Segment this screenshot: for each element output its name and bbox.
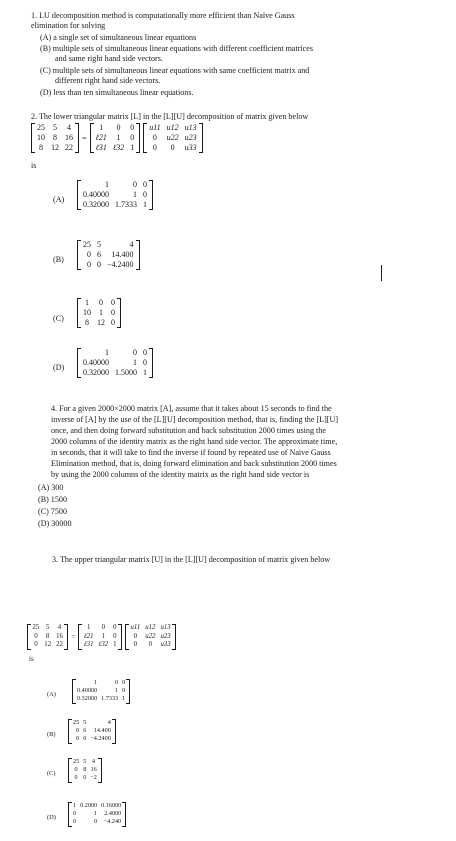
- matrix-cell: 4: [129, 240, 134, 249]
- q3-matrix-u: [125, 624, 176, 650]
- q1-option-d: (D) less than ten simultaneous linear equations.: [40, 88, 194, 97]
- q2-option-b-matrix: [77, 240, 140, 270]
- q3-stem: 3. The upper triangular matrix [U] in the [L][U] decomposition of matrix given below: [52, 555, 331, 564]
- matrix-cell: 1: [85, 298, 89, 307]
- matrix-cell: 0: [143, 190, 147, 199]
- matrix-cell: 25: [73, 758, 80, 765]
- matrix-cell: 6: [83, 727, 87, 735]
- q2-stem: 2. The lower triangular matrix [L] in the [L][U] decomposition of matrix given below: [31, 112, 309, 121]
- matrix-cell: 0: [34, 632, 38, 640]
- matrix-cell: 4: [67, 123, 71, 132]
- matrix-cell: 0: [94, 818, 98, 826]
- matrix-cell: 0.32000: [83, 368, 109, 377]
- matrix-cell: 22: [56, 641, 63, 649]
- matrix-cell: 4: [57, 624, 62, 631]
- matrix-cell: u13: [160, 624, 171, 631]
- matrix-cell: 0: [113, 632, 117, 640]
- matrix-cell: 0.2000: [80, 802, 98, 809]
- q2-equation: [31, 123, 203, 153]
- q4-line-1: 4. For a given 2000×2000 matrix [A], assume that it takes about 15 seconds to find the: [51, 404, 332, 413]
- matrix-cell: 1: [122, 695, 126, 703]
- matrix-cell: 25: [83, 240, 91, 249]
- q2-matrix-a: [31, 123, 79, 153]
- matrix-cell: 12: [51, 143, 59, 152]
- q2-option-a-matrix: [77, 180, 153, 210]
- q2-matrix-l: [90, 123, 141, 153]
- matrix-cell: 0: [133, 180, 137, 189]
- matrix-cell: 0: [97, 260, 101, 269]
- q3-option-b-label: (B): [47, 731, 56, 738]
- matrix-cell: 0: [122, 687, 126, 695]
- matrix-cell: u33: [160, 641, 171, 649]
- matrix-cell: 0: [83, 774, 87, 782]
- matrix-cell: 10: [37, 133, 45, 142]
- matrix-cell: ℓ21: [83, 632, 94, 640]
- matrix-cell: 0: [87, 250, 91, 259]
- matrix-cell: 0: [143, 348, 147, 357]
- q3-option-c-matrix: [68, 758, 102, 783]
- matrix-cell: 1.7333: [101, 695, 119, 703]
- matrix-cell: 0.40000: [83, 358, 109, 367]
- matrix: [77, 180, 153, 210]
- matrix-cell: 0: [76, 727, 80, 735]
- matrix-cell: 0: [74, 766, 78, 774]
- q1-option-c-line1: (C) multiple sets of simultaneous linear equations with same coefficient matrix and: [40, 66, 310, 75]
- matrix-cell: −4.2400: [107, 260, 134, 269]
- q2-option-c-label: (C): [53, 314, 64, 323]
- matrix-cell: 0: [73, 810, 77, 818]
- matrix-cell: −4.240: [103, 818, 122, 826]
- matrix-cell: 0: [130, 133, 135, 142]
- matrix-cell: 1: [94, 810, 98, 818]
- equals-sign: =: [82, 133, 87, 143]
- matrix-cell: 12: [44, 641, 52, 649]
- matrix-cell: 1: [105, 180, 109, 189]
- matrix-cell: 22: [65, 143, 73, 152]
- equals-sign: =: [71, 632, 76, 641]
- matrix-cell: 0: [152, 133, 157, 142]
- matrix-cell: u23: [160, 632, 171, 640]
- matrix-cell: 0: [133, 348, 137, 357]
- matrix-cell: 0: [115, 679, 119, 686]
- matrix-cell: 5: [83, 758, 87, 765]
- q3-matrix-l: [78, 624, 122, 650]
- matrix-cell: 0: [152, 143, 157, 152]
- matrix: [68, 758, 102, 783]
- q4-line-7: by using the 2000 columns of the identity matrix as the right hand side vector is: [51, 470, 310, 479]
- matrix-cell: 16: [90, 766, 97, 774]
- matrix-cell: 16: [65, 133, 73, 142]
- matrix-cell: 0: [148, 641, 153, 649]
- matrix-cell: 0: [111, 318, 115, 327]
- q3-equation: [27, 624, 176, 650]
- matrix: [68, 719, 116, 744]
- q4-option-c: (C) 7500: [38, 507, 67, 516]
- q3-option-a-label: (A): [47, 691, 56, 698]
- matrix-cell: 1: [101, 632, 105, 640]
- matrix-cell: 0: [87, 260, 91, 269]
- matrix-cell: 0: [99, 298, 103, 307]
- matrix-cell: 8: [39, 143, 43, 152]
- matrix-cell: 1: [143, 368, 147, 377]
- matrix-cell: 0.40000: [83, 190, 109, 199]
- matrix-cell: 0: [73, 818, 77, 826]
- matrix-cell: 2.4000: [104, 810, 122, 818]
- matrix-cell: 0: [122, 679, 126, 686]
- q4-line-5: in seconds, that it will take to find the inverse if found by repeated use of Naive Gauss: [51, 448, 331, 457]
- matrix-cell: u22: [145, 632, 156, 640]
- text-cursor: [381, 265, 382, 281]
- matrix-cell: 0: [34, 641, 38, 649]
- matrix-cell: 0: [130, 123, 135, 132]
- q4-line-4: 2000 columns of the identity matrix as the right hand side vector. The approximate time,: [51, 437, 338, 446]
- matrix-cell: 0.16000: [101, 802, 122, 809]
- matrix-cell: −4.2400: [90, 735, 111, 743]
- matrix-cell: ℓ32: [98, 641, 109, 649]
- matrix-cell: 0: [133, 632, 138, 640]
- matrix-cell: 8: [83, 766, 87, 774]
- q3-option-d-label: (D): [47, 814, 56, 821]
- q1-option-c-line2: different right hand side vectors.: [55, 76, 161, 85]
- matrix-cell: 1: [115, 687, 119, 695]
- q3-option-c-label: (C): [47, 770, 56, 777]
- q4-line-3: once, and then doing forward substitution and back substitution 2000 times using the: [51, 426, 326, 435]
- matrix-cell: u12: [145, 624, 156, 631]
- matrix-cell: 14.400: [93, 727, 111, 735]
- matrix-cell: 6: [97, 250, 101, 259]
- matrix-cell: 12: [97, 318, 105, 327]
- matrix-cell: 0: [111, 308, 115, 317]
- q2-option-a-label: (A): [53, 195, 65, 204]
- matrix-cell: 0: [143, 358, 147, 367]
- matrix-cell: 1: [133, 190, 137, 199]
- matrix-cell: 10: [83, 308, 91, 317]
- matrix-cell: u23: [184, 133, 197, 142]
- matrix-cell: 0: [113, 624, 117, 631]
- q4-option-d: (D) 30000: [38, 519, 72, 528]
- matrix-cell: 0: [170, 143, 175, 152]
- matrix-cell: 0.32000: [77, 695, 98, 703]
- matrix-cell: 8: [45, 632, 50, 640]
- q4-option-b: (B) 1500: [38, 495, 67, 504]
- matrix-cell: 5: [53, 123, 57, 132]
- matrix-cell: 8: [53, 133, 57, 142]
- matrix-cell: 0: [101, 624, 105, 631]
- matrix-cell: 25: [37, 123, 45, 132]
- matrix-cell: u33: [184, 143, 197, 152]
- matrix: [68, 802, 126, 827]
- matrix-cell: 1: [94, 679, 98, 686]
- matrix-cell: u12: [166, 123, 179, 132]
- matrix-cell: 25: [73, 719, 80, 726]
- q2-matrix-u: [143, 123, 202, 153]
- matrix-cell: 0.40000: [77, 687, 98, 695]
- matrix-cell: u22: [166, 133, 179, 142]
- matrix: [77, 348, 153, 378]
- q2-option-d-matrix: [77, 348, 153, 378]
- matrix-cell: 1: [116, 133, 121, 142]
- matrix-cell: 5: [97, 240, 101, 249]
- matrix-cell: ℓ32: [112, 143, 125, 152]
- matrix-cell: 1: [99, 308, 103, 317]
- matrix-cell: 1: [113, 641, 117, 649]
- matrix-cell: 0: [76, 735, 80, 743]
- matrix-cell: ℓ31: [95, 143, 107, 152]
- q3-matrix-a: [27, 624, 68, 650]
- q1-stem-line2: elimination for solving: [31, 21, 106, 30]
- matrix-cell: 0: [111, 298, 115, 307]
- q1-option-b-line2: and same right hand side vectors.: [55, 54, 163, 63]
- matrix-cell: 5: [45, 624, 50, 631]
- q2-option-c-matrix: [77, 298, 121, 328]
- matrix-cell: 1: [86, 624, 91, 631]
- matrix-cell: 0: [133, 641, 138, 649]
- matrix-cell: ℓ21: [95, 133, 107, 142]
- q2-is: is: [31, 161, 37, 170]
- matrix-cell: 1: [105, 348, 109, 357]
- matrix-cell: ℓ31: [83, 641, 94, 649]
- matrix: [77, 298, 121, 328]
- matrix-cell: −2: [90, 774, 97, 782]
- q1-option-a: (A) a single set of simultaneous linear equations: [40, 33, 197, 42]
- matrix-cell: 1.7333: [115, 200, 137, 209]
- matrix: [72, 679, 130, 704]
- q3-option-d-matrix: [68, 802, 126, 827]
- matrix-cell: 0: [83, 735, 87, 743]
- matrix-cell: u13: [184, 123, 197, 132]
- q1-option-b-line1: (B) multiple sets of simultaneous linear equations with different coefficient matrices: [40, 44, 314, 53]
- matrix: [77, 240, 140, 270]
- matrix-cell: 1: [73, 802, 77, 809]
- matrix-cell: 25: [32, 624, 40, 631]
- q4-line-2: inverse of [A] by the use of the [L][U] decomposition method, that is, finding the [L][U]: [51, 415, 339, 424]
- matrix-cell: 4: [92, 758, 96, 765]
- matrix-cell: 1.5000: [115, 368, 137, 377]
- q4-line-6: Elimination method, that is, doing forward elimination and back substitution 2000 times: [51, 459, 337, 468]
- matrix-cell: 1: [143, 200, 147, 209]
- matrix-cell: 1: [133, 358, 137, 367]
- matrix-cell: 8: [85, 318, 89, 327]
- matrix-cell: 16: [56, 632, 63, 640]
- q4-option-a: (A) 300: [38, 483, 64, 492]
- matrix-cell: u11: [130, 624, 141, 631]
- q1-stem-line1: 1. LU decomposition method is computationally more efficient than Naïve Gauss: [31, 11, 295, 20]
- matrix-cell: 1: [130, 143, 135, 152]
- q3-option-b-matrix: [68, 719, 116, 744]
- matrix-cell: 5: [83, 719, 87, 726]
- matrix-cell: 4: [107, 719, 111, 726]
- q3-option-a-matrix: [72, 679, 130, 704]
- matrix-cell: 14.400: [111, 250, 134, 259]
- q2-option-b-label: (B): [53, 255, 64, 264]
- matrix-cell: 0.32000: [83, 200, 109, 209]
- matrix-cell: 0: [74, 774, 78, 782]
- matrix-cell: 0: [116, 123, 121, 132]
- matrix-cell: u11: [149, 123, 161, 132]
- q2-option-d-label: (D): [53, 363, 65, 372]
- q3-is: is: [29, 655, 34, 663]
- matrix-cell: 0: [143, 180, 147, 189]
- matrix-cell: 1: [99, 123, 104, 132]
